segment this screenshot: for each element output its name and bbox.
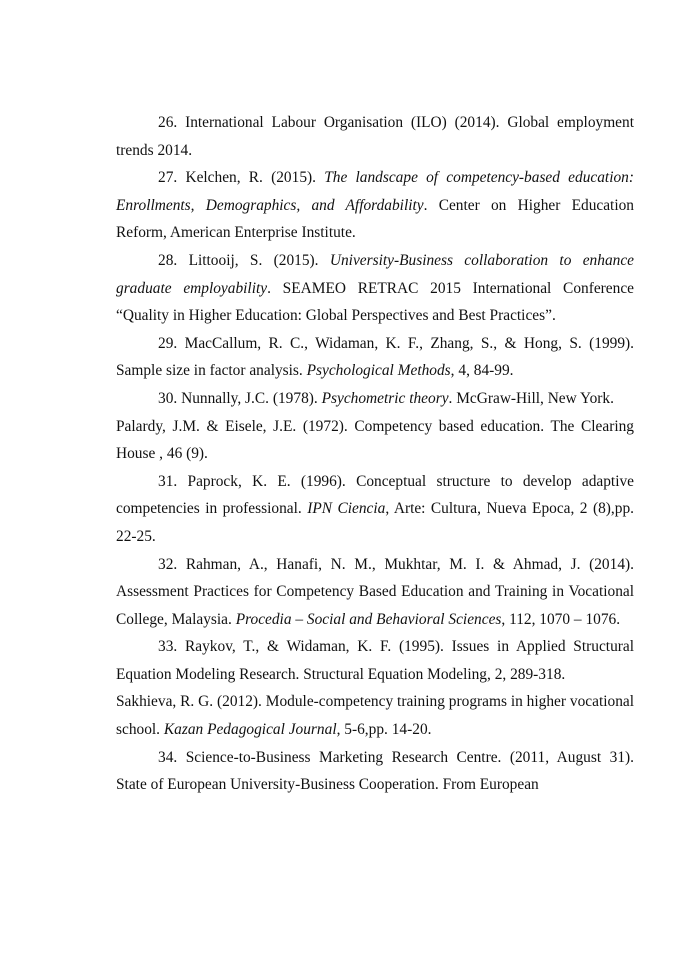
- reference-text: 28. Littooij, S. (2015).: [158, 251, 330, 269]
- reference-text: Sakhieva, R. G. (2012). Module-competency training programs in higher vocational school.: [116, 693, 634, 739]
- reference-entry-32: [116, 551, 634, 634]
- reference-text: , Arte: Cultura, Nueva Epoca, 2 (8),pp. 22-25.: [116, 500, 635, 545]
- reference-entry-27: [116, 164, 634, 247]
- reference-text: 32. Rahman, A., Hanafi, N. M., Mukhtar, M. I. & Ahmad, J. (2014). Assessment Practices for Competency Based Education and Training in Vocational College, Malaysia.: [116, 555, 634, 628]
- reference-text: 26. International Labour Organisation (ILO) (2014). Global employment trends 2014.: [116, 114, 634, 159]
- reference-text: Palardy, J.M. & Eisele, J.E. (1972). Competency based education. The Clearing House , 46 (9).: [116, 417, 634, 463]
- reference-text: 31. Paprock, K. E. (1996). Conceptual structure to develop adaptive competencies in professional.: [116, 472, 634, 518]
- reference-entry-29: [116, 330, 634, 385]
- reference-list: [116, 109, 634, 799]
- reference-journal-italic: IPN Ciencia: [307, 500, 386, 518]
- reference-text: . McGraw-Hill, New York.: [448, 389, 614, 407]
- reference-text: 29. MacCallum, R. C., Widaman, K. F., Zhang, S., & Hong, S. (1999). Sample size in factor analysis.: [116, 334, 634, 380]
- reference-entry-31: [116, 468, 634, 551]
- reference-text: . SEAMEO RETRAC 2015 International Conference “Quality in Higher Education: Global Perspectives and Best Practices”.: [116, 279, 634, 325]
- reference-entry-sakhieva: [116, 688, 634, 743]
- reference-journal-italic: Procedia – Social and Behavioral Sciences: [235, 610, 502, 628]
- reference-entry-34: [116, 744, 634, 799]
- reference-title-italic: University-Business collaboration to enhance graduate employability: [116, 251, 635, 297]
- reference-entry-28: [116, 247, 634, 330]
- reference-entry-33: [116, 633, 634, 688]
- reference-entry-30: [116, 385, 634, 413]
- reference-entry-26: [116, 109, 634, 164]
- reference-entry-palardy: [116, 413, 634, 468]
- reference-title-italic: The landscape of competency-based education: Enrollments, Demographics, and Affordability: [116, 169, 634, 214]
- reference-journal-italic: Kazan Pedagogical Journal: [163, 721, 337, 739]
- reference-text: 33. Raykov, T., & Widaman, K. F. (1995). Issues in Applied Structural Equation Modeling Research. Structural Equation Modeling, 2, 289-318.: [116, 638, 634, 683]
- reference-text: 30. Nunnally, J.C. (1978).: [158, 389, 322, 407]
- reference-text: , 5-6,pp. 14-20.: [336, 721, 432, 739]
- reference-journal-italic: Psychological Methods: [306, 362, 451, 380]
- reference-title-italic: Psychometric theory: [321, 389, 449, 407]
- reference-text: , 112, 1070 – 1076.: [501, 610, 621, 628]
- reference-text: , 4, 84-99.: [450, 362, 514, 380]
- reference-text: . Center on Higher Education Reform, American Enterprise Institute.: [116, 196, 634, 242]
- reference-text: 27. Kelchen, R. (2015).: [158, 169, 325, 187]
- reference-text: 34. Science-to-Business Marketing Research Centre. (2011, August 31). State of European University-Business Cooperation. From European: [116, 748, 634, 794]
